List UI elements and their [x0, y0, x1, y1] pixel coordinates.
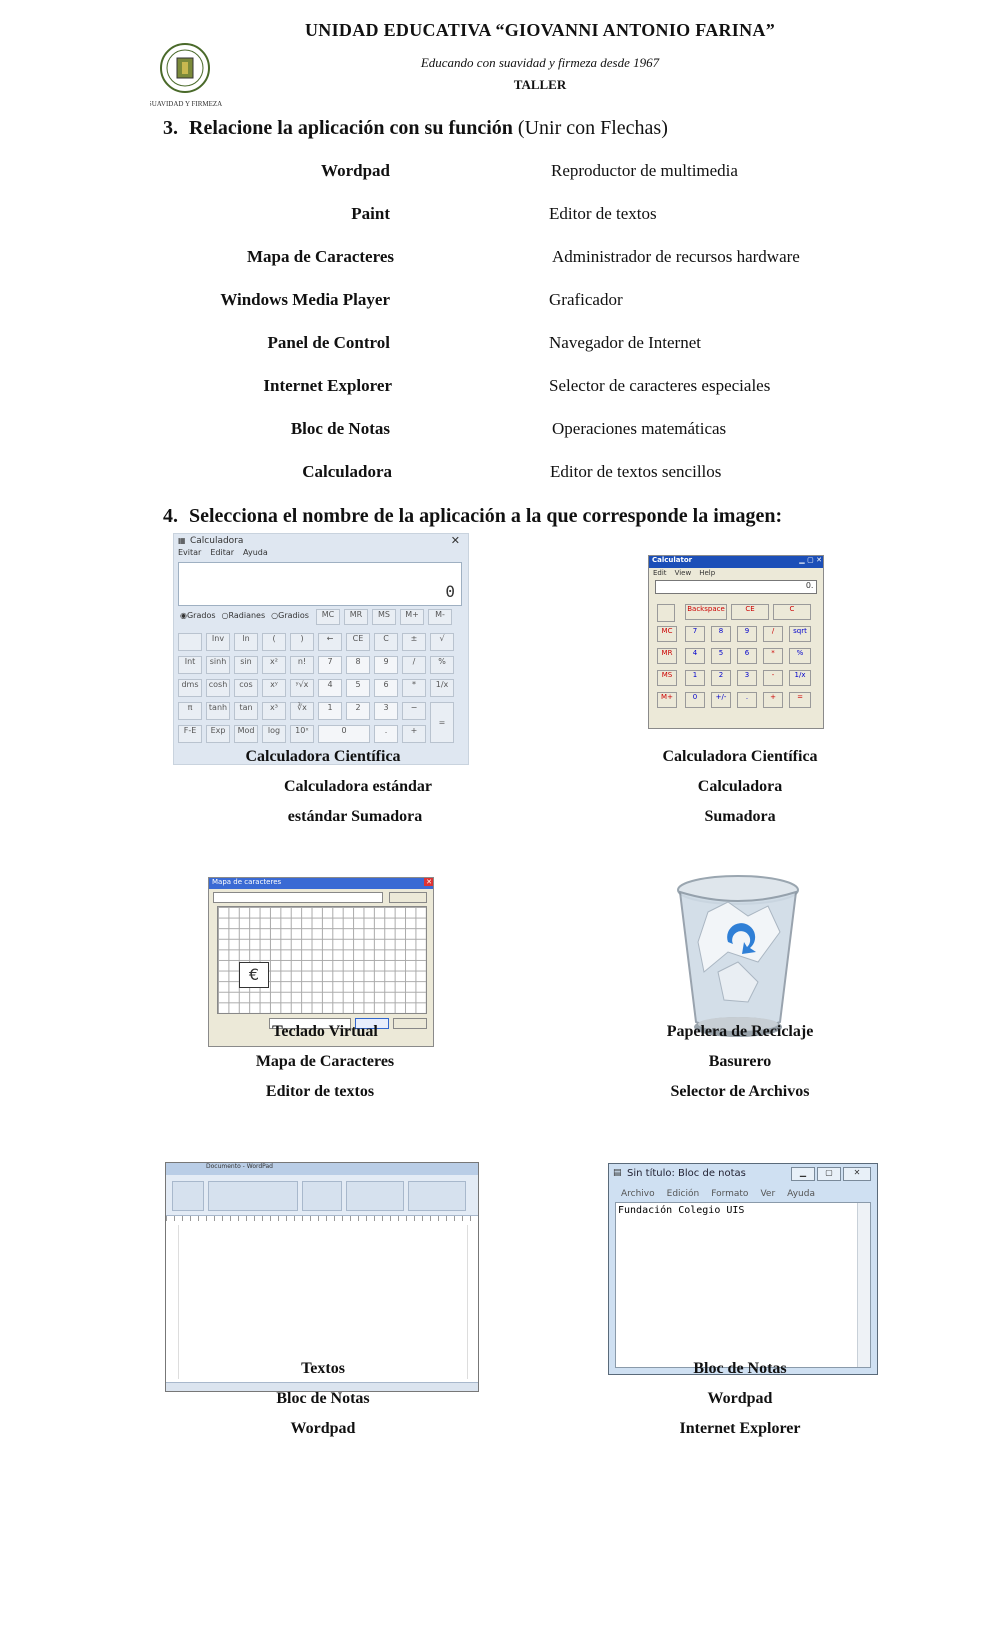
notepad-icon: ▤ — [613, 1168, 622, 1178]
option-1-b: Calculadora estándar — [284, 778, 432, 795]
calc-key: π — [178, 702, 202, 720]
calc-key — [178, 633, 202, 651]
radio-grados: ◉Grados — [180, 611, 216, 620]
calc-key: 0 — [318, 725, 370, 743]
ribbon-group — [346, 1181, 404, 1211]
function-label: Graficador — [549, 290, 623, 309]
menu-item: Help — [699, 569, 716, 577]
app-label: Calculadora — [302, 462, 392, 481]
calc-key: CE — [346, 633, 370, 651]
calc-key: = — [789, 692, 811, 708]
option-6-a: Bloc de Notas — [693, 1360, 787, 1377]
window-title: Sin título: Bloc de notas — [627, 1168, 746, 1179]
recycle-bin-icon — [668, 872, 808, 1042]
question-text: Relacione la aplicación con su función — [189, 117, 513, 139]
calc-key: cos — [234, 679, 258, 697]
app-label: Windows Media Player — [220, 290, 390, 309]
calc-key: + — [763, 692, 783, 708]
calc-key: MR — [344, 609, 368, 625]
help-button — [389, 892, 427, 903]
calc-key: F-E — [178, 725, 202, 743]
calculator-display — [178, 562, 462, 606]
option-6-c: Internet Explorer — [679, 1420, 801, 1437]
calc-key: / — [763, 626, 783, 642]
window-title: Documento - WordPad — [206, 1163, 273, 1170]
calc-key: Mod — [234, 725, 258, 743]
calc-key: + — [402, 725, 426, 743]
document-area — [178, 1225, 468, 1379]
app-label: Paint — [351, 204, 390, 223]
calc-key: log — [262, 725, 286, 743]
function-label: Selector de caracteres especiales — [549, 376, 771, 395]
calc-key: x² — [262, 656, 286, 674]
calc-key: MC — [316, 609, 340, 625]
calc-key: . — [737, 692, 757, 708]
question-number: 4. — [163, 505, 178, 527]
maximize-icon: ▢ — [817, 1167, 841, 1181]
calc-key: M+ — [400, 609, 424, 625]
font-select — [213, 892, 383, 903]
window-controls — [791, 1167, 871, 1181]
selected-character: € — [239, 962, 269, 988]
radio-gradios: ○Gradios — [271, 611, 309, 620]
menu-item: Ayuda — [243, 548, 268, 557]
option-2-a: Calculadora Científica — [662, 748, 818, 765]
option-2-c: Sumadora — [704, 808, 776, 825]
app-label: Wordpad — [321, 161, 390, 180]
radio-radianes: ○Radianes — [221, 611, 266, 620]
calc-key: √ — [430, 633, 454, 651]
calc-key: Int — [178, 656, 202, 674]
wordpad-screenshot — [165, 1162, 479, 1392]
calc-key: * — [402, 679, 426, 697]
calc-key: 5 — [346, 679, 370, 697]
window-title: Mapa de caracteres — [212, 878, 282, 886]
calc-key: 2 — [711, 670, 731, 686]
option-5-a: Textos — [301, 1360, 345, 1377]
wordpad-ribbon — [166, 1175, 478, 1216]
calc-key: ) — [290, 633, 314, 651]
menu-item: Formato — [711, 1189, 749, 1199]
notepad-screenshot — [608, 1163, 878, 1375]
window-controls-icon: ▁ ▢ ✕ — [799, 556, 822, 564]
app-label: Internet Explorer — [263, 376, 392, 395]
app-label: Panel de Control — [267, 333, 390, 352]
notepad-text-area — [615, 1202, 871, 1368]
menu-item: Ayuda — [787, 1189, 815, 1199]
question-4-title — [163, 505, 782, 528]
menu-item: View — [674, 569, 692, 577]
calc-key: ʸ√x — [290, 679, 314, 697]
app-label: Mapa de Caracteres — [247, 247, 394, 266]
ruler — [166, 1216, 478, 1221]
calc-key: / — [402, 656, 426, 674]
calc-key: 5 — [711, 648, 731, 664]
menu-item: Archivo — [621, 1189, 655, 1199]
calc-key: xʸ — [262, 679, 286, 697]
menu-item: Evitar — [178, 548, 202, 557]
calc-key: C — [773, 604, 811, 620]
option-2-b: Calculadora — [697, 778, 783, 795]
calc-key: dms — [178, 679, 202, 697]
menu-bar — [178, 548, 268, 557]
calc-key: tanh — [206, 702, 230, 720]
function-label: Editor de textos — [549, 204, 657, 223]
calc-key: 7 — [318, 656, 342, 674]
option-4-b: Basurero — [708, 1053, 772, 1070]
calc-key: 9 — [737, 626, 757, 642]
calc-key: MR — [657, 648, 677, 664]
calc-key: 10ˣ — [290, 725, 314, 743]
display-value: 0 — [445, 582, 455, 601]
menu-item: Edit — [653, 569, 667, 577]
menu-bar — [653, 569, 715, 577]
xp-titlebar — [649, 556, 824, 568]
calc-key: 6 — [374, 679, 398, 697]
calc-key: MC — [657, 626, 677, 642]
calc-key: 2 — [346, 702, 370, 720]
menu-item: Edición — [666, 1189, 700, 1199]
calc-key: MS — [657, 670, 677, 686]
calc-key: cosh — [206, 679, 230, 697]
calc-key: Exp — [206, 725, 230, 743]
standard-calculator-screenshot — [648, 555, 824, 729]
function-label: Editor de textos sencillos — [550, 462, 722, 481]
question-3-title — [163, 117, 668, 140]
calc-key: 4 — [318, 679, 342, 697]
calc-key: 1 — [685, 670, 705, 686]
calc-key: 9 — [374, 656, 398, 674]
calc-key: Inv — [206, 633, 230, 651]
ribbon-group — [408, 1181, 466, 1211]
calc-key: M+ — [657, 692, 677, 708]
calc-key: x³ — [262, 702, 286, 720]
character-map-screenshot — [208, 877, 434, 1047]
menu-bar — [621, 1189, 815, 1199]
window-title: Calculadora — [190, 536, 244, 546]
calc-key: 0 — [685, 692, 705, 708]
calc-key: 1/x — [789, 670, 811, 686]
school-name: UNIDAD EDUCATIVA “GIOVANNI ANTONIO FARINA” — [305, 20, 775, 40]
calc-key: * — [763, 648, 783, 664]
charmap-titlebar — [209, 878, 434, 889]
option-1-c: estándar Sumadora — [287, 808, 423, 825]
ribbon-group — [172, 1181, 204, 1211]
close-icon: ✕ — [426, 878, 432, 886]
question-text: Selecciona el nombre de la aplicación a la que corresponde la imagen: — [189, 505, 783, 527]
menu-item: Editar — [210, 548, 235, 557]
calc-key: 3 — [737, 670, 757, 686]
calc-key: MS — [372, 609, 396, 625]
calc-key: 3 — [374, 702, 398, 720]
calc-key: ∛x — [290, 702, 314, 720]
option-4-a: Papelera de Reciclaje — [666, 1023, 814, 1040]
window-title: Calculator — [652, 556, 693, 564]
calc-key: 1 — [318, 702, 342, 720]
angle-mode-group — [180, 611, 309, 620]
app-label: Bloc de Notas — [290, 419, 390, 438]
function-label: Navegador de Internet — [549, 333, 701, 352]
calc-key: % — [789, 648, 811, 664]
calculator-display — [655, 580, 817, 594]
option-3-a: Teclado Virtual — [272, 1023, 378, 1040]
scientific-calculator-screenshot — [173, 533, 469, 765]
calc-key: sinh — [206, 656, 230, 674]
option-3-b: Mapa de Caracteres — [255, 1053, 395, 1070]
option-5-c: Wordpad — [290, 1420, 356, 1437]
logo-label: SUAVIDAD Y FIRMEZA — [150, 100, 223, 108]
calc-key: ← — [318, 633, 342, 651]
minimize-icon: ▁ — [791, 1167, 815, 1181]
calculator-icon: ▦ — [178, 536, 186, 545]
function-label: Reproductor de multimedia — [551, 161, 738, 180]
menu-item: Ver — [760, 1189, 776, 1199]
calc-key: 7 — [685, 626, 705, 642]
character-grid — [217, 906, 427, 1014]
calc-key: 1/x — [430, 679, 454, 697]
school-logo — [150, 40, 230, 110]
wordpad-titlebar — [166, 1163, 479, 1175]
calc-key: sin — [234, 656, 258, 674]
calc-key: ± — [402, 633, 426, 651]
vertical-scrollbar — [857, 1203, 870, 1367]
calc-key: C — [374, 633, 398, 651]
calc-key: +/- — [711, 692, 731, 708]
calc-key: = — [430, 702, 454, 743]
option-5-b: Bloc de Notas — [276, 1390, 370, 1407]
option-3-c: Editor de textos — [265, 1083, 375, 1100]
option-4-c: Selector de Archivos — [670, 1083, 810, 1100]
calc-key: CE — [731, 604, 769, 620]
school-motto: Educando con suavidad y firmeza desde 1967 — [420, 55, 660, 70]
calc-key: 8 — [711, 626, 731, 642]
question-note: (Unir con Flechas) — [517, 117, 668, 139]
display-value: 0. — [805, 581, 814, 590]
question-number: 3. — [163, 117, 178, 139]
calc-key: n! — [290, 656, 314, 674]
option-6-b: Wordpad — [707, 1390, 773, 1407]
calc-key: tan — [234, 702, 258, 720]
calc-key: 8 — [346, 656, 370, 674]
memory-indicator — [657, 604, 675, 622]
ribbon-group — [208, 1181, 298, 1211]
calc-key: Backspace — [685, 604, 727, 620]
calc-key: sqrt — [789, 626, 811, 642]
option-1-a: Calculadora Científica — [245, 748, 401, 765]
ribbon-group — [302, 1181, 342, 1211]
function-label: Administrador de recursos hardware — [552, 247, 800, 266]
calc-key: - — [763, 670, 783, 686]
calc-key: 4 — [685, 648, 705, 664]
calc-key: . — [374, 725, 398, 743]
notepad-content: Fundación Colegio UIS — [618, 1205, 745, 1216]
calc-key: ln — [234, 633, 258, 651]
calc-key: − — [402, 702, 426, 720]
document-subtitle: TALLER — [513, 77, 567, 92]
calc-key: ( — [262, 633, 286, 651]
calc-key: 6 — [737, 648, 757, 664]
function-label: Operaciones matemáticas — [552, 419, 727, 438]
close-icon: ✕ — [450, 534, 460, 547]
calc-key: % — [430, 656, 454, 674]
close-icon: ✕ — [843, 1167, 871, 1181]
calc-key: M- — [428, 609, 452, 625]
